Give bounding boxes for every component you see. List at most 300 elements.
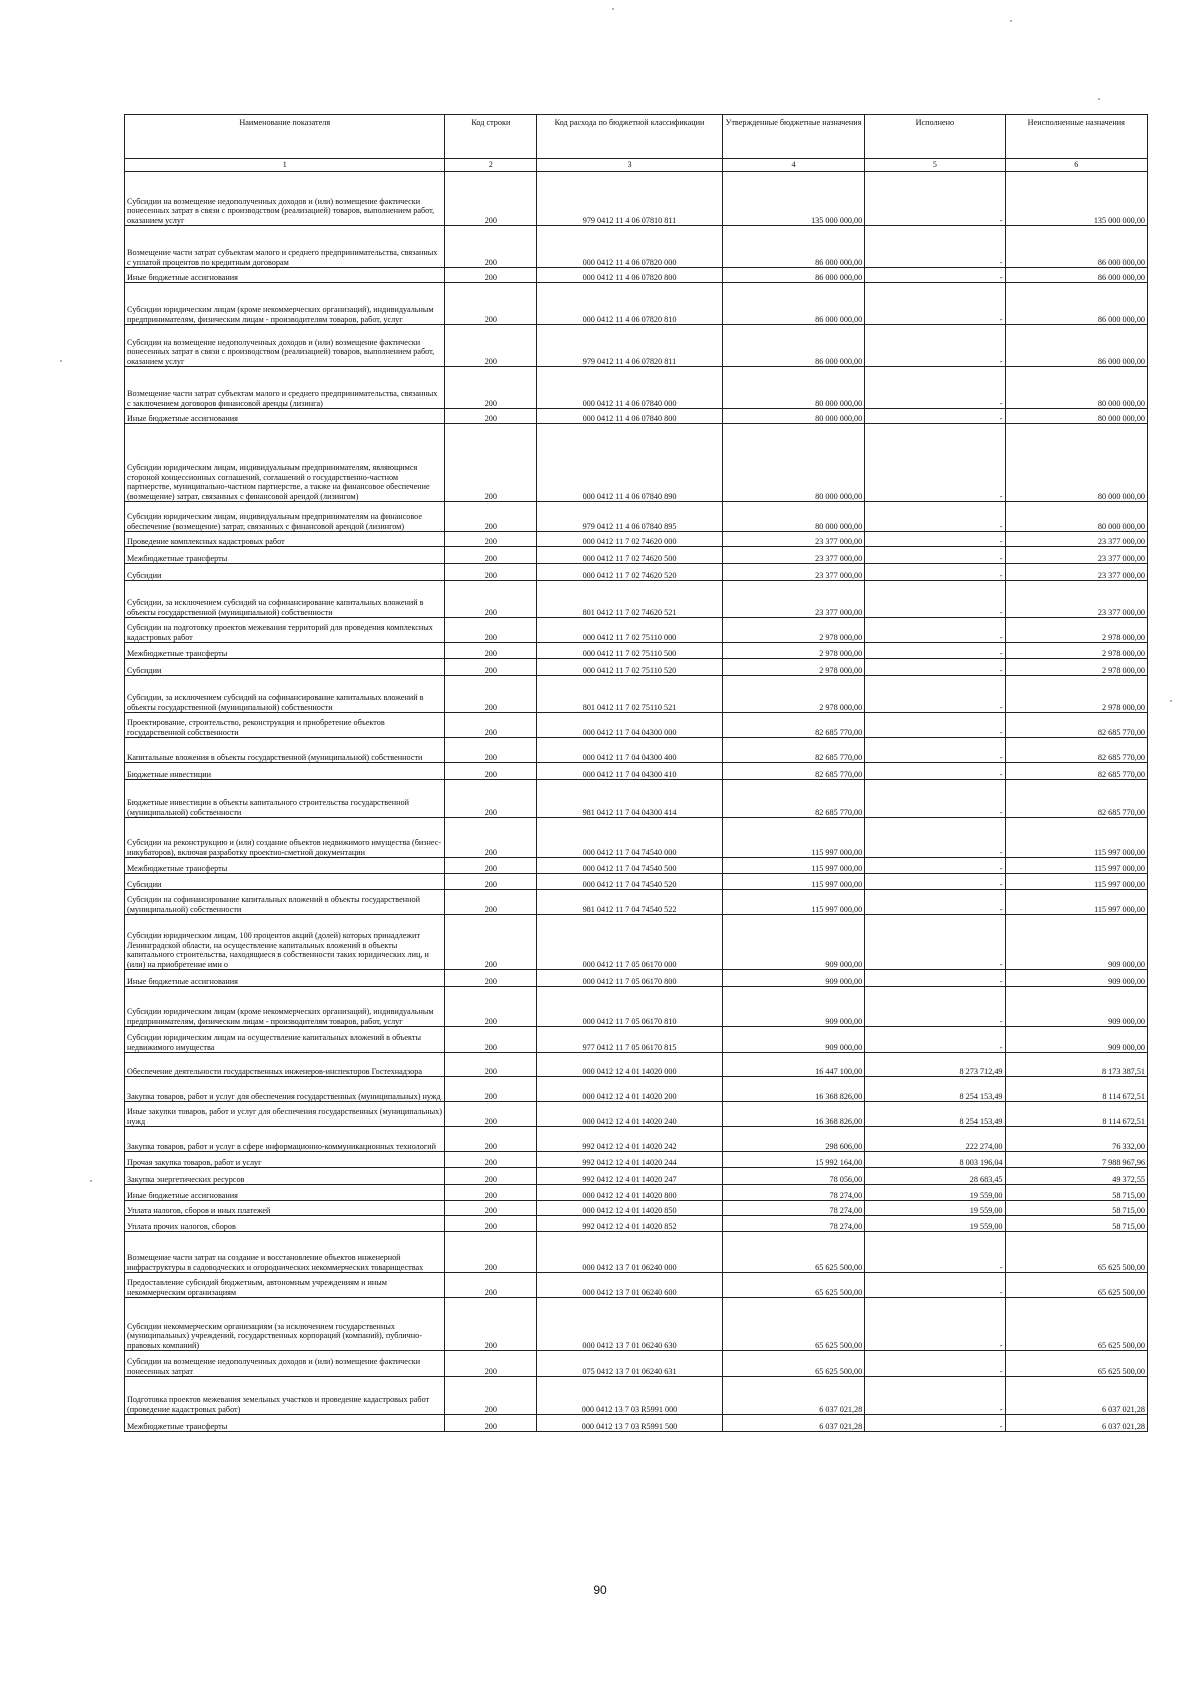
line-code-cell: 200 — [445, 1377, 537, 1415]
header-approved: Утвержденные бюджетные назначения — [722, 115, 864, 159]
line-code-cell: 200 — [445, 874, 537, 890]
table-row — [125, 424, 1148, 502]
unexecuted-amount-cell: 23 377 000,00 — [1005, 532, 1147, 547]
table-row — [125, 1127, 1148, 1152]
unexecuted-amount-cell: 909 000,00 — [1005, 915, 1147, 970]
expense-code-cell: 000 0412 12 4 01 14020 000 — [537, 1053, 723, 1077]
approved-amount-cell: 78 274,00 — [722, 1185, 864, 1201]
indicator-name-cell: Иные бюджетные ассигнования — [125, 970, 445, 987]
unexecuted-amount-cell: 2 978 000,00 — [1005, 659, 1147, 676]
approved-amount-cell: 80 000 000,00 — [722, 424, 864, 502]
expense-code-cell: 979 0412 11 4 06 07820 811 — [537, 325, 723, 367]
unexecuted-amount-cell: 86 000 000,00 — [1005, 325, 1147, 367]
table-row — [125, 1185, 1148, 1201]
indicator-name-cell: Субсидии на софинансирование капитальных вложений в объекты государственной (муниципальной) собственности — [125, 890, 445, 915]
indicator-name-cell: Субсидии на подготовку проектов межевания территорий для проведения комплексных кадастровых работ — [125, 618, 445, 643]
indicator-name-cell: Субсидии юридическим лицам (кроме некоммерческих организаций), индивидуальным предпринимателям, физическим лицам - производителям товаров, работ, услуг — [125, 987, 445, 1027]
table-row — [125, 564, 1148, 581]
column-number: 5 — [865, 159, 1005, 172]
unexecuted-amount-cell: 135 000 000,00 — [1005, 172, 1147, 226]
line-code-cell: 200 — [445, 1168, 537, 1185]
indicator-name-cell: Возмещение части затрат на создание и восстановление объектов инженерной инфраструктуры в садоводческих и огороднических некоммерческих товариществах — [125, 1232, 445, 1273]
line-code-cell: 200 — [445, 618, 537, 643]
approved-amount-cell: 86 000 000,00 — [722, 268, 864, 283]
expense-code-cell: 000 0412 11 4 06 07840 800 — [537, 409, 723, 424]
executed-amount-cell: - — [865, 915, 1005, 970]
executed-amount-cell: - — [865, 547, 1005, 564]
line-code-cell: 200 — [445, 367, 537, 409]
approved-amount-cell: 6 037 021,28 — [722, 1377, 864, 1415]
page-number: 90 — [593, 1583, 607, 1597]
indicator-name-cell: Бюджетные инвестиции в объекты капитального строительства государственной (муниципальной) собственности — [125, 780, 445, 818]
column-number: 6 — [1005, 159, 1147, 172]
expense-code-cell: 000 0412 11 7 02 74620 000 — [537, 532, 723, 547]
approved-amount-cell: 78 274,00 — [722, 1216, 864, 1232]
unexecuted-amount-cell: 8 173 387,51 — [1005, 1053, 1147, 1077]
unexecuted-amount-cell: 80 000 000,00 — [1005, 409, 1147, 424]
indicator-name-cell: Субсидии на возмещение недополученных доходов и (или) возмещение фактически понесенных затрат — [125, 1351, 445, 1377]
unexecuted-amount-cell: 80 000 000,00 — [1005, 424, 1147, 502]
expense-code-cell: 000 0412 11 7 04 04300 000 — [537, 713, 723, 738]
indicator-name-cell: Прочая закупка товаров, работ и услуг — [125, 1152, 445, 1168]
line-code-cell: 200 — [445, 818, 537, 858]
line-code-cell: 200 — [445, 738, 537, 763]
scan-speck — [1098, 98, 1100, 100]
line-code-cell: 200 — [445, 409, 537, 424]
unexecuted-amount-cell: 6 037 021,28 — [1005, 1415, 1147, 1432]
table-row — [125, 532, 1148, 547]
executed-amount-cell: - — [865, 283, 1005, 325]
unexecuted-amount-cell: 86 000 000,00 — [1005, 268, 1147, 283]
executed-amount-cell: - — [865, 780, 1005, 818]
indicator-name-cell: Субсидии юридическим лицам, 100 процентов акций (долей) которых принадлежит Ленинградской области, на осуществление капитальных вложений в объекты капитального строительства, находящиеся в собственности таких юридических лиц, и (или) на приобретение ими о — [125, 915, 445, 970]
line-code-cell: 200 — [445, 643, 537, 659]
executed-amount-cell: - — [865, 643, 1005, 659]
expense-code-cell: 000 0412 12 4 01 14020 800 — [537, 1185, 723, 1201]
line-code-cell: 200 — [445, 1298, 537, 1351]
indicator-name-cell: Субсидии — [125, 659, 445, 676]
unexecuted-amount-cell: 49 372,55 — [1005, 1168, 1147, 1185]
unexecuted-amount-cell: 82 685 770,00 — [1005, 713, 1147, 738]
scan-speck — [612, 8, 614, 10]
approved-amount-cell: 909 000,00 — [722, 987, 864, 1027]
approved-amount-cell: 16 368 826,00 — [722, 1077, 864, 1102]
expense-code-cell: 000 0412 11 7 02 75110 000 — [537, 618, 723, 643]
expense-code-cell: 981 0412 11 7 04 04300 414 — [537, 780, 723, 818]
line-code-cell: 200 — [445, 325, 537, 367]
line-code-cell: 200 — [445, 172, 537, 226]
indicator-name-cell: Субсидии — [125, 564, 445, 581]
expense-code-cell: 000 0412 11 7 04 04300 410 — [537, 763, 723, 780]
expense-code-cell: 000 0412 12 4 01 14020 240 — [537, 1102, 723, 1127]
unexecuted-amount-cell: 8 114 672,51 — [1005, 1077, 1147, 1102]
approved-amount-cell: 23 377 000,00 — [722, 581, 864, 618]
table-row — [125, 738, 1148, 763]
unexecuted-amount-cell: 7 988 967,96 — [1005, 1152, 1147, 1168]
indicator-name-cell: Уплата налогов, сборов и иных платежей — [125, 1201, 445, 1216]
expense-code-cell: 992 0412 12 4 01 14020 247 — [537, 1168, 723, 1185]
expense-code-cell: 000 0412 11 7 02 74620 520 — [537, 564, 723, 581]
line-code-cell: 200 — [445, 890, 537, 915]
indicator-name-cell: Межбюджетные трансферты — [125, 547, 445, 564]
unexecuted-amount-cell: 2 978 000,00 — [1005, 676, 1147, 713]
expense-code-cell: 981 0412 11 7 04 74540 522 — [537, 890, 723, 915]
line-code-cell: 200 — [445, 564, 537, 581]
expense-code-cell: 977 0412 11 7 05 06170 815 — [537, 1027, 723, 1053]
line-code-cell: 200 — [445, 1077, 537, 1102]
expense-code-cell: 000 0412 12 4 01 14020 850 — [537, 1201, 723, 1216]
executed-amount-cell: - — [865, 970, 1005, 987]
approved-amount-cell: 2 978 000,00 — [722, 643, 864, 659]
approved-amount-cell: 82 685 770,00 — [722, 763, 864, 780]
indicator-name-cell: Межбюджетные трансферты — [125, 858, 445, 874]
unexecuted-amount-cell: 86 000 000,00 — [1005, 283, 1147, 325]
approved-amount-cell: 86 000 000,00 — [722, 325, 864, 367]
approved-amount-cell: 2 978 000,00 — [722, 618, 864, 643]
unexecuted-amount-cell: 65 625 500,00 — [1005, 1351, 1147, 1377]
approved-amount-cell: 909 000,00 — [722, 1027, 864, 1053]
expense-code-cell: 000 0412 13 7 01 06240 600 — [537, 1273, 723, 1298]
approved-amount-cell: 65 625 500,00 — [722, 1298, 864, 1351]
expense-code-cell: 000 0412 11 4 06 07840 890 — [537, 424, 723, 502]
line-code-cell: 200 — [445, 763, 537, 780]
table-row — [125, 1168, 1148, 1185]
approved-amount-cell: 135 000 000,00 — [722, 172, 864, 226]
indicator-name-cell: Субсидии на возмещение недополученных доходов и (или) возмещение фактически понесенных затрат в связи с производством (реализацией) товаров, выполнением работ, оказанием услуг — [125, 172, 445, 226]
table-row — [125, 1232, 1148, 1273]
executed-amount-cell: - — [865, 818, 1005, 858]
executed-amount-cell: 8 003 196,04 — [865, 1152, 1005, 1168]
executed-amount-cell: - — [865, 581, 1005, 618]
indicator-name-cell: Межбюджетные трансферты — [125, 643, 445, 659]
expense-code-cell: 000 0412 13 7 03 R5991 000 — [537, 1377, 723, 1415]
table-row — [125, 325, 1148, 367]
expense-code-cell: 000 0412 11 7 04 04300 400 — [537, 738, 723, 763]
executed-amount-cell: 19 559,00 — [865, 1201, 1005, 1216]
line-code-cell: 200 — [445, 547, 537, 564]
executed-amount-cell: - — [865, 1415, 1005, 1432]
indicator-name-cell: Закупка энергетических ресурсов — [125, 1168, 445, 1185]
line-code-cell: 200 — [445, 659, 537, 676]
approved-amount-cell: 15 992 164,00 — [722, 1152, 864, 1168]
header-indicator-name: Наименование показателя — [125, 115, 445, 159]
scan-speck — [60, 360, 62, 362]
executed-amount-cell: - — [865, 890, 1005, 915]
line-code-cell: 200 — [445, 1027, 537, 1053]
approved-amount-cell: 298 606,00 — [722, 1127, 864, 1152]
approved-amount-cell: 16 447 100,00 — [722, 1053, 864, 1077]
scan-speck — [90, 1180, 92, 1182]
unexecuted-amount-cell: 6 037 021,28 — [1005, 1377, 1147, 1415]
unexecuted-amount-cell: 76 332,00 — [1005, 1127, 1147, 1152]
unexecuted-amount-cell: 8 114 672,51 — [1005, 1102, 1147, 1127]
approved-amount-cell: 80 000 000,00 — [722, 502, 864, 532]
approved-amount-cell: 23 377 000,00 — [722, 532, 864, 547]
column-number-row — [125, 159, 1148, 172]
unexecuted-amount-cell: 58 715,00 — [1005, 1201, 1147, 1216]
approved-amount-cell: 80 000 000,00 — [722, 409, 864, 424]
table-row — [125, 547, 1148, 564]
expense-code-cell: 000 0412 13 7 01 06240 630 — [537, 1298, 723, 1351]
indicator-name-cell: Закупка товаров, работ и услуг для обеспечения государственных (муниципальных) нужд — [125, 1077, 445, 1102]
expense-code-cell: 000 0412 12 4 01 14020 200 — [537, 1077, 723, 1102]
expense-code-cell: 000 0412 11 4 06 07840 000 — [537, 367, 723, 409]
table-row — [125, 987, 1148, 1027]
executed-amount-cell: 19 559,00 — [865, 1185, 1005, 1201]
executed-amount-cell: - — [865, 858, 1005, 874]
expense-code-cell: 979 0412 11 4 06 07810 811 — [537, 172, 723, 226]
line-code-cell: 200 — [445, 268, 537, 283]
indicator-name-cell: Субсидии юридическим лицам, индивидуальным предпринимателям на финансовое обеспечение (возмещение) затрат, связанных с финансовой арендой (лизингом) — [125, 502, 445, 532]
expense-code-cell: 000 0412 11 7 02 75110 500 — [537, 643, 723, 659]
indicator-name-cell: Иные бюджетные ассигнования — [125, 1185, 445, 1201]
approved-amount-cell: 115 997 000,00 — [722, 874, 864, 890]
table-row — [125, 1415, 1148, 1432]
executed-amount-cell: - — [865, 1232, 1005, 1273]
table-row — [125, 1027, 1148, 1053]
line-code-cell: 200 — [445, 1127, 537, 1152]
table-row — [125, 367, 1148, 409]
column-number: 4 — [722, 159, 864, 172]
expense-code-cell: 000 0412 11 7 04 74540 000 — [537, 818, 723, 858]
executed-amount-cell: - — [865, 532, 1005, 547]
unexecuted-amount-cell: 2 978 000,00 — [1005, 618, 1147, 643]
indicator-name-cell: Проведение комплексных кадастровых работ — [125, 532, 445, 547]
indicator-name-cell: Обеспечение деятельности государственных инженеров-инспекторов Гостехнадзора — [125, 1053, 445, 1077]
line-code-cell: 200 — [445, 1102, 537, 1127]
table-row — [125, 1351, 1148, 1377]
executed-amount-cell: 19 559,00 — [865, 1216, 1005, 1232]
approved-amount-cell: 2 978 000,00 — [722, 676, 864, 713]
unexecuted-amount-cell: 58 715,00 — [1005, 1216, 1147, 1232]
expense-code-cell: 000 0412 11 7 04 74540 500 — [537, 858, 723, 874]
approved-amount-cell: 86 000 000,00 — [722, 283, 864, 325]
table-row — [125, 713, 1148, 738]
line-code-cell: 200 — [445, 581, 537, 618]
expense-code-cell: 000 0412 11 4 06 07820 810 — [537, 283, 723, 325]
table-row — [125, 915, 1148, 970]
executed-amount-cell: - — [865, 618, 1005, 643]
expense-code-cell: 000 0412 13 7 03 R5991 500 — [537, 1415, 723, 1432]
table-row — [125, 890, 1148, 915]
expense-code-cell: 000 0412 11 7 05 06170 810 — [537, 987, 723, 1027]
table-row — [125, 659, 1148, 676]
unexecuted-amount-cell: 65 625 500,00 — [1005, 1232, 1147, 1273]
header-unexecuted: Неисполненные назначения — [1005, 115, 1147, 159]
table-row — [125, 1053, 1148, 1077]
unexecuted-amount-cell: 115 997 000,00 — [1005, 874, 1147, 890]
table-row — [125, 1298, 1148, 1351]
approved-amount-cell: 115 997 000,00 — [722, 818, 864, 858]
executed-amount-cell: - — [865, 1027, 1005, 1053]
column-number: 2 — [445, 159, 537, 172]
expense-code-cell: 000 0412 11 4 06 07820 000 — [537, 226, 723, 268]
indicator-name-cell: Субсидии юридическим лицам на осуществление капитальных вложений в объекты недвижимого имущества — [125, 1027, 445, 1053]
indicator-name-cell: Предоставление субсидий бюджетным, автономным учреждениям и иным некоммерческим организациям — [125, 1273, 445, 1298]
unexecuted-amount-cell: 82 685 770,00 — [1005, 780, 1147, 818]
executed-amount-cell: - — [865, 763, 1005, 780]
approved-amount-cell: 115 997 000,00 — [722, 858, 864, 874]
expense-code-cell: 000 0412 11 7 05 06170 000 — [537, 915, 723, 970]
line-code-cell: 200 — [445, 780, 537, 818]
executed-amount-cell: - — [865, 325, 1005, 367]
table-row — [125, 818, 1148, 858]
executed-amount-cell: 222 274,00 — [865, 1127, 1005, 1152]
table-row — [125, 226, 1148, 268]
unexecuted-amount-cell: 65 625 500,00 — [1005, 1273, 1147, 1298]
expense-code-cell: 075 0412 13 7 01 06240 631 — [537, 1351, 723, 1377]
indicator-name-cell: Субсидии, за исключением субсидий на софинансирование капитальных вложений в объекты государственной (муниципальной) собственности — [125, 676, 445, 713]
line-code-cell: 200 — [445, 424, 537, 502]
expense-code-cell: 000 0412 13 7 01 06240 000 — [537, 1232, 723, 1273]
executed-amount-cell: - — [865, 713, 1005, 738]
approved-amount-cell: 78 274,00 — [722, 1201, 864, 1216]
unexecuted-amount-cell: 23 377 000,00 — [1005, 564, 1147, 581]
line-code-cell: 200 — [445, 1053, 537, 1077]
approved-amount-cell: 909 000,00 — [722, 970, 864, 987]
executed-amount-cell: - — [865, 738, 1005, 763]
indicator-name-cell: Закупка товаров, работ и услуг в сфере информационно-коммуникационных технологий — [125, 1127, 445, 1152]
expense-code-cell: 992 0412 12 4 01 14020 244 — [537, 1152, 723, 1168]
table-row — [125, 581, 1148, 618]
indicator-name-cell: Проектирование, строительство, реконструкция и приобретение объектов государственной собственности — [125, 713, 445, 738]
approved-amount-cell: 2 978 000,00 — [722, 659, 864, 676]
report-sheet — [124, 114, 1148, 1432]
indicator-name-cell: Субсидии юридическим лицам (кроме некоммерческих организаций), индивидуальным предпринимателям, физическим лицам - производителям товаров, работ, услуг — [125, 283, 445, 325]
approved-amount-cell: 16 368 826,00 — [722, 1102, 864, 1127]
unexecuted-amount-cell: 65 625 500,00 — [1005, 1298, 1147, 1351]
table-row — [125, 780, 1148, 818]
table-row — [125, 502, 1148, 532]
unexecuted-amount-cell: 23 377 000,00 — [1005, 547, 1147, 564]
indicator-name-cell: Подготовка проектов межевания земельных участков и проведение кадастровых работ (проведение кадастровых работ) — [125, 1377, 445, 1415]
table-row — [125, 1273, 1148, 1298]
line-code-cell: 200 — [445, 502, 537, 532]
table-row — [125, 763, 1148, 780]
indicator-name-cell: Уплата прочих налогов, сборов — [125, 1216, 445, 1232]
line-code-cell: 200 — [445, 858, 537, 874]
table-row — [125, 268, 1148, 283]
executed-amount-cell: - — [865, 676, 1005, 713]
executed-amount-cell: - — [865, 564, 1005, 581]
indicator-name-cell: Возмещение части затрат субъектам малого и среднего предпринимательства, связанных с заключением договоров финансовой аренды (лизинга) — [125, 367, 445, 409]
table-row — [125, 409, 1148, 424]
unexecuted-amount-cell: 909 000,00 — [1005, 1027, 1147, 1053]
approved-amount-cell: 23 377 000,00 — [722, 564, 864, 581]
table-row — [125, 283, 1148, 325]
unexecuted-amount-cell: 909 000,00 — [1005, 970, 1147, 987]
table-body — [125, 172, 1148, 1432]
executed-amount-cell: 8 254 153,49 — [865, 1102, 1005, 1127]
executed-amount-cell: 8 273 712,49 — [865, 1053, 1005, 1077]
indicator-name-cell: Субсидии юридическим лицам, индивидуальным предпринимателям, являющимся стороной концессионных соглашений, соглашений о государственно-частном партнерстве, муниципально-частном партнерстве, а также на финансовое обеспечение (возмещение) затрат, связанных с финансовой арендой (лизингом) — [125, 424, 445, 502]
table-row — [125, 1077, 1148, 1102]
unexecuted-amount-cell: 115 997 000,00 — [1005, 890, 1147, 915]
line-code-cell: 200 — [445, 1273, 537, 1298]
line-code-cell: 200 — [445, 226, 537, 268]
executed-amount-cell: - — [865, 502, 1005, 532]
indicator-name-cell: Субсидии, за исключением субсидий на софинансирование капитальных вложений в объекты государственной (муниципальной) собственности — [125, 581, 445, 618]
executed-amount-cell: - — [865, 367, 1005, 409]
expense-code-cell: 992 0412 12 4 01 14020 242 — [537, 1127, 723, 1152]
indicator-name-cell: Субсидии — [125, 874, 445, 890]
table-row — [125, 1201, 1148, 1216]
unexecuted-amount-cell: 80 000 000,00 — [1005, 367, 1147, 409]
table-row — [125, 172, 1148, 226]
line-code-cell: 200 — [445, 915, 537, 970]
indicator-name-cell: Иные бюджетные ассигнования — [125, 409, 445, 424]
expense-code-cell: 801 0412 11 7 02 75110 521 — [537, 676, 723, 713]
line-code-cell: 200 — [445, 1201, 537, 1216]
approved-amount-cell: 65 625 500,00 — [722, 1273, 864, 1298]
unexecuted-amount-cell: 80 000 000,00 — [1005, 502, 1147, 532]
line-code-cell: 200 — [445, 1185, 537, 1201]
unexecuted-amount-cell: 115 997 000,00 — [1005, 858, 1147, 874]
approved-amount-cell: 82 685 770,00 — [722, 713, 864, 738]
expense-code-cell: 801 0412 11 7 02 74620 521 — [537, 581, 723, 618]
approved-amount-cell: 65 625 500,00 — [722, 1232, 864, 1273]
approved-amount-cell: 115 997 000,00 — [722, 890, 864, 915]
approved-amount-cell: 80 000 000,00 — [722, 367, 864, 409]
approved-amount-cell: 78 056,00 — [722, 1168, 864, 1185]
approved-amount-cell: 909 000,00 — [722, 915, 864, 970]
executed-amount-cell: - — [865, 226, 1005, 268]
executed-amount-cell: - — [865, 987, 1005, 1027]
table-header-row — [125, 115, 1148, 159]
table-row — [125, 1216, 1148, 1232]
line-code-cell: 200 — [445, 1415, 537, 1432]
unexecuted-amount-cell: 2 978 000,00 — [1005, 643, 1147, 659]
unexecuted-amount-cell: 115 997 000,00 — [1005, 818, 1147, 858]
line-code-cell: 200 — [445, 532, 537, 547]
line-code-cell: 200 — [445, 1351, 537, 1377]
header-line-code: Код строки — [445, 115, 537, 159]
table-row — [125, 1102, 1148, 1127]
table-row — [125, 970, 1148, 987]
expense-code-cell: 000 0412 11 7 02 74620 500 — [537, 547, 723, 564]
executed-amount-cell: - — [865, 874, 1005, 890]
executed-amount-cell: - — [865, 268, 1005, 283]
indicator-name-cell: Иные бюджетные ассигнования — [125, 268, 445, 283]
line-code-cell: 200 — [445, 1152, 537, 1168]
table-row — [125, 618, 1148, 643]
table-row — [125, 643, 1148, 659]
header-expense-code: Код расхода по бюджетной классификации — [537, 115, 723, 159]
indicator-name-cell: Иные закупки товаров, работ и услуг для обеспечения государственных (муниципальных) нужд — [125, 1102, 445, 1127]
executed-amount-cell: - — [865, 409, 1005, 424]
expense-code-cell: 000 0412 11 7 04 74540 520 — [537, 874, 723, 890]
approved-amount-cell: 86 000 000,00 — [722, 226, 864, 268]
line-code-cell: 200 — [445, 987, 537, 1027]
executed-amount-cell: - — [865, 1298, 1005, 1351]
approved-amount-cell: 82 685 770,00 — [722, 780, 864, 818]
unexecuted-amount-cell: 82 685 770,00 — [1005, 763, 1147, 780]
indicator-name-cell: Субсидии на реконструкцию и (или) создание объектов недвижимого имущества (бизнес-инкубаторов), включая разработку проектно-сметной документации — [125, 818, 445, 858]
executed-amount-cell: - — [865, 1273, 1005, 1298]
indicator-name-cell: Капитальные вложения в объекты государственной (муниципальной) собственности — [125, 738, 445, 763]
scan-speck — [1010, 20, 1012, 22]
approved-amount-cell: 23 377 000,00 — [722, 547, 864, 564]
indicator-name-cell: Субсидии некоммерческим организациям (за исключением государственных (муниципальных) учреждений, государственных корпораций (компаний), публично-правовых компаний) — [125, 1298, 445, 1351]
indicator-name-cell: Субсидии на возмещение недополученных доходов и (или) возмещение фактически понесенных затрат в связи с производством (реализацией) товаров, выполнением работ, оказанием услуг — [125, 325, 445, 367]
executed-amount-cell: - — [865, 659, 1005, 676]
line-code-cell: 200 — [445, 1232, 537, 1273]
expense-code-cell: 979 0412 11 4 06 07840 895 — [537, 502, 723, 532]
budget-execution-table — [124, 114, 1148, 1432]
expense-code-cell: 000 0412 11 4 06 07820 800 — [537, 268, 723, 283]
indicator-name-cell: Возмещение части затрат субъектам малого и среднего предпринимательства, связанных с уплатой процентов по кредитным договорам — [125, 226, 445, 268]
indicator-name-cell: Бюджетные инвестиции — [125, 763, 445, 780]
